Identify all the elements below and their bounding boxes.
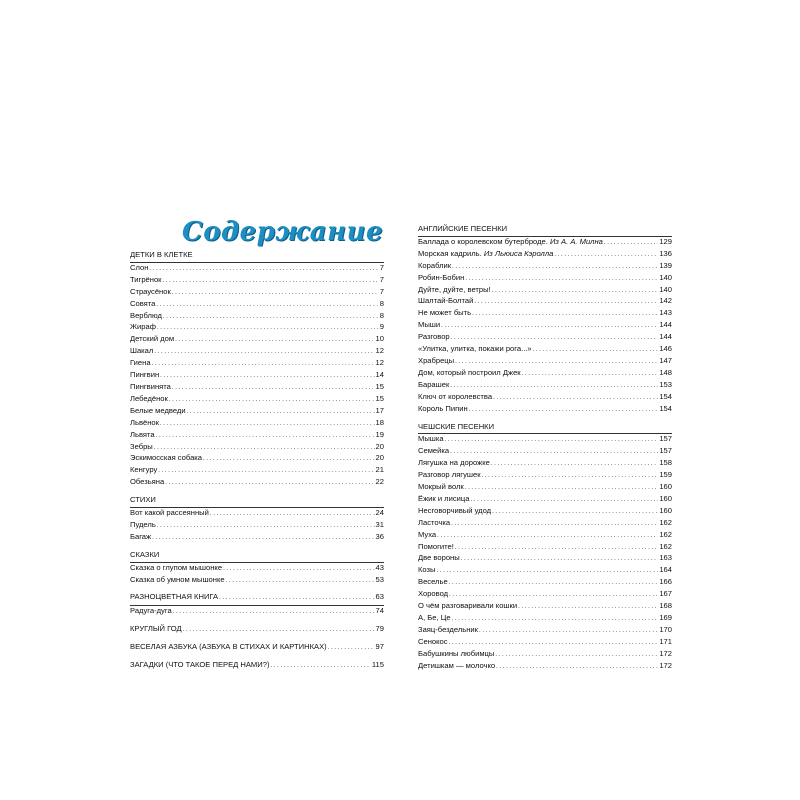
page-number: 36 (375, 531, 384, 541)
toc-entry (418, 613, 672, 625)
dot-leader (604, 237, 658, 249)
page-number: 142 (659, 296, 672, 306)
entry-title: Семейка (418, 446, 450, 456)
entry-title: Морская кадриль. Из Льюиса Кэролла (418, 248, 554, 258)
entry-title: Радуга-дуга (130, 606, 172, 616)
toc-entry (418, 542, 672, 554)
dot-leader (160, 370, 374, 382)
entry-title: Ёжик и лисица (418, 493, 470, 503)
dot-leader (441, 320, 658, 332)
toc-section (130, 660, 384, 672)
toc-entry (418, 518, 672, 530)
toc-entry (130, 358, 384, 370)
entry-title: Разговор (418, 332, 450, 342)
entry-title: Львёнок (130, 417, 159, 427)
dot-leader (461, 553, 659, 565)
toc-entry (130, 334, 384, 346)
page-number: 12 (375, 346, 384, 356)
entry-title: Лебедёнок (130, 393, 168, 403)
section-heading: СТИХИ (130, 495, 156, 505)
page-number: 172 (659, 648, 672, 658)
toc-entry (130, 465, 384, 477)
toc-entry (418, 332, 672, 344)
page-number: 157 (659, 434, 672, 444)
dot-leader (226, 575, 375, 587)
dot-leader (472, 308, 658, 320)
toc-entry (130, 563, 384, 575)
toc-entry (130, 606, 384, 618)
dot-leader (533, 344, 659, 356)
page-number: 31 (375, 519, 384, 529)
toc-section (130, 550, 384, 587)
page-number: 19 (375, 429, 384, 439)
toc-entry (130, 418, 384, 430)
toc-entry (418, 649, 672, 661)
toc-section (418, 422, 672, 673)
page-number: 157 (659, 446, 672, 456)
dot-leader (210, 508, 375, 520)
dot-leader (157, 520, 375, 532)
entry-title: Совята (130, 298, 156, 308)
entry-title: Сказка о глупом мышонке (130, 562, 223, 572)
dot-leader (449, 577, 659, 589)
entry-title: Дуйте, дуйте, ветры! (418, 284, 491, 294)
page-number: 12 (375, 358, 384, 368)
entry-title: Храбрецы (418, 355, 455, 365)
entry-title: Хоровод (418, 589, 449, 599)
dot-leader (328, 642, 375, 654)
dot-leader (203, 453, 375, 465)
toc-entry (418, 565, 672, 577)
toc-entry (130, 394, 384, 406)
page-number: 167 (659, 589, 672, 599)
page-number: 15 (375, 393, 384, 403)
entry-title: О чём разговаривали кошки (418, 601, 518, 611)
page-number: 168 (659, 601, 672, 611)
section-heading: ДЕТКИ В КЛЕТКЕ (130, 250, 193, 259)
page-number: 172 (659, 660, 672, 670)
dot-leader (169, 394, 375, 406)
page-number: 147 (659, 355, 672, 365)
toc-entry (418, 380, 672, 392)
entry-title: Страусёнок (130, 286, 171, 296)
toc-entry (418, 625, 672, 637)
entry-title: Жираф (130, 322, 156, 332)
entry-title: Барашек (418, 379, 450, 389)
page-number: 74 (375, 606, 384, 616)
toc-entry (418, 404, 672, 416)
entry-title: Белые медведи (130, 405, 186, 415)
page-number: 20 (375, 453, 384, 463)
page-number: 97 (375, 642, 384, 652)
dot-leader (172, 287, 379, 299)
dot-leader (492, 506, 658, 518)
page-number: 7 (379, 262, 384, 272)
page-number: 79 (375, 624, 384, 634)
dot-leader (450, 446, 658, 458)
toc-entry (418, 494, 672, 506)
entry-title: А, Бе, Це (418, 613, 451, 622)
toc-entry (418, 470, 672, 482)
toc-entry (130, 532, 384, 544)
toc-entry (418, 296, 672, 308)
dot-leader (270, 660, 370, 672)
toc-entry (130, 263, 384, 275)
toc-entry (418, 482, 672, 494)
page-number: 24 (375, 508, 384, 518)
entry-title: Не может быть (418, 308, 472, 318)
page-number: 139 (659, 260, 672, 270)
toc-entry (418, 308, 672, 320)
entry-title: Король Пипин (418, 403, 468, 413)
page-number: 129 (659, 236, 672, 246)
section-heading: ЧЕШСКИЕ ПЕСЕНКИ (418, 421, 495, 431)
dot-leader (165, 477, 374, 489)
page-number: 160 (659, 505, 672, 515)
entry-title: Мышка (418, 434, 444, 444)
section-heading: АНГЛИЙСКИЕ ПЕСЕНКИ (418, 224, 508, 233)
toc-entry (130, 477, 384, 489)
entry-title: КРУГЛЫЙ ГОД (130, 624, 182, 634)
dot-leader (175, 334, 374, 346)
entry-title: Несговорчивый удод (418, 505, 492, 515)
dot-leader (518, 601, 658, 613)
entry-title: «Улитка, улитка, покажи рога...» (418, 344, 532, 354)
page-number: 171 (659, 636, 672, 646)
dot-leader (152, 358, 375, 370)
toc-entry (130, 299, 384, 311)
page-number: 136 (659, 248, 672, 258)
dot-leader (156, 299, 378, 311)
dot-leader (173, 606, 375, 618)
entry-title: Верблюд (130, 310, 162, 320)
dot-leader (470, 494, 658, 506)
toc-entry (418, 261, 672, 273)
entry-title: Обезьяна (130, 477, 165, 487)
dot-leader (154, 346, 374, 358)
dot-leader (219, 592, 374, 604)
toc-entry (418, 601, 672, 613)
entry-title: Зебры (130, 441, 153, 451)
entry-title: Сказка об умном мышонке (130, 574, 225, 584)
entry-title: Шакал (130, 346, 154, 356)
entry-title: Лягушка на дорожке (418, 458, 490, 468)
page-number: 158 (659, 458, 672, 468)
toc-entry (130, 520, 384, 532)
dot-leader (149, 263, 378, 275)
entry-title: Пингвин (130, 370, 160, 380)
page-number: 7 (379, 274, 384, 284)
dot-leader (474, 296, 658, 308)
dot-leader (451, 518, 658, 530)
entry-title: Эскимосская собака (130, 453, 203, 463)
toc-entry (418, 637, 672, 649)
entry-author: Из А. А. Милна (549, 236, 603, 246)
entry-title: Багаж (130, 531, 152, 541)
entry-title: Пудель (130, 519, 156, 529)
page-number: 162 (659, 517, 672, 527)
page-number: 166 (659, 577, 672, 587)
toc-entry (130, 575, 384, 587)
page-number: 115 (371, 660, 384, 670)
toc-entry (418, 237, 672, 249)
entry-title: Веселье (418, 577, 448, 587)
entry-title: Пингвинята (130, 381, 171, 391)
dot-leader (157, 322, 379, 334)
dot-leader (465, 482, 659, 494)
dot-leader (491, 458, 658, 470)
entry-title: Козы (418, 565, 436, 575)
dot-leader (554, 249, 658, 261)
entry-title: ЗАГАДКИ (ЧТО ТАКОЕ ПЕРЕД НАМИ?) (130, 660, 270, 670)
page-number: 143 (659, 308, 672, 318)
dot-leader (492, 285, 659, 297)
section-heading (130, 624, 384, 636)
section-heading: СКАЗКИ (130, 549, 160, 559)
toc-entry (418, 368, 672, 380)
toc-entry (418, 506, 672, 518)
entry-title: Мокрый волк (418, 482, 464, 492)
entry-title: Разговор лягушек (418, 470, 481, 480)
dot-leader (482, 470, 659, 482)
section-heading (130, 660, 384, 672)
page-number: 164 (659, 565, 672, 575)
toc-entry (130, 430, 384, 442)
toc-entry (418, 273, 672, 285)
toc-entry (418, 285, 672, 297)
dot-leader (495, 649, 658, 661)
dot-leader (452, 261, 658, 273)
page-number: 9 (379, 322, 384, 332)
toc-entry (418, 553, 672, 565)
page-number: 53 (375, 574, 384, 584)
page-number: 140 (659, 272, 672, 282)
page-number: 148 (659, 367, 672, 377)
toc-entry (130, 346, 384, 358)
toc-entry (130, 287, 384, 299)
toc-entry (130, 406, 384, 418)
page-number: 10 (375, 334, 384, 344)
entry-title: Тигрёнок (130, 274, 162, 284)
page-number: 140 (659, 284, 672, 294)
entry-title: Дом, который построил Джек (418, 367, 521, 377)
toc-section (130, 592, 384, 618)
entry-title: Шалтай-Болтай (418, 296, 474, 306)
entry-title: Ласточка (418, 517, 451, 527)
toc-entry (130, 311, 384, 323)
toc-section (130, 250, 384, 489)
entry-title: Детский дом (130, 334, 175, 344)
dot-leader (450, 380, 658, 392)
dot-leader (223, 563, 374, 575)
toc-section (130, 495, 384, 544)
entry-title: Гиена (130, 358, 151, 368)
dot-leader (465, 273, 658, 285)
page-number: 18 (375, 417, 384, 427)
entry-title: Робин-Бобин (418, 272, 465, 282)
page-number: 170 (659, 624, 672, 634)
toc-entry (418, 661, 672, 673)
dot-leader (183, 624, 375, 636)
dot-leader (452, 613, 659, 625)
page-number: 15 (375, 381, 384, 391)
dot-leader (156, 430, 375, 442)
dot-leader (449, 637, 659, 649)
entry-title: Мыши (418, 320, 441, 330)
dot-leader (496, 661, 658, 673)
page-number: 154 (659, 403, 672, 413)
dot-leader (437, 565, 659, 577)
entry-title: Кораблик (418, 260, 452, 270)
entry-title: РАЗНОЦВЕТНАЯ КНИГА (130, 592, 219, 602)
entry-title: Детишкам — молочко (418, 660, 496, 670)
toc-section (418, 224, 672, 416)
entry-title: Слон (130, 262, 149, 272)
page-number: 144 (659, 320, 672, 330)
page-number: 169 (659, 613, 672, 622)
toc-entry (130, 322, 384, 334)
dot-leader (455, 542, 658, 554)
dot-leader (163, 311, 379, 323)
entry-title: Львята (130, 429, 155, 439)
page-number: 159 (659, 470, 672, 480)
dot-leader (187, 406, 375, 418)
dot-leader (172, 382, 375, 394)
entry-title: Помогите! (418, 541, 454, 551)
toc-entry (418, 446, 672, 458)
toc-entry (130, 508, 384, 520)
toc-entry (418, 434, 672, 446)
toc-entry (418, 249, 672, 261)
toc-entry (130, 275, 384, 287)
page-number: 8 (379, 310, 384, 320)
toc-entry (418, 344, 672, 356)
page-number: 163 (659, 553, 672, 563)
entry-title: Сенокос (418, 636, 448, 646)
page-number: 22 (375, 477, 384, 487)
entry-title: Ключ от королевства (418, 391, 493, 401)
page-number: 14 (375, 370, 384, 380)
dot-leader (152, 532, 374, 544)
entry-title: Баллада о королевском бутерброде. Из А. А. Милна (418, 236, 603, 246)
dot-leader (449, 589, 658, 601)
toc-entry (418, 530, 672, 542)
entry-author: Из Льюиса Кэролла (483, 248, 554, 258)
toc-entry (418, 589, 672, 601)
page-number: 162 (659, 529, 672, 539)
entry-title: Кенгуру (130, 465, 158, 475)
dot-leader (469, 404, 659, 416)
dot-leader (163, 275, 379, 287)
toc-entry (130, 453, 384, 465)
toc-left-column (130, 250, 384, 672)
dot-leader (451, 332, 659, 344)
dot-leader (154, 442, 375, 454)
page-number: 162 (659, 541, 672, 551)
page-number: 63 (375, 592, 384, 602)
dot-leader (493, 392, 658, 404)
page-number: 8 (379, 298, 384, 308)
toc-entry (418, 458, 672, 470)
page-number: 154 (659, 391, 672, 401)
toc-entry (130, 442, 384, 454)
entry-title: Муха (418, 529, 437, 539)
toc-entry (418, 356, 672, 368)
page-number: 160 (659, 482, 672, 492)
entry-title: Бабушкины любимцы (418, 648, 495, 658)
page-number: 160 (659, 493, 672, 503)
toc-entry (418, 320, 672, 332)
page-number: 7 (379, 286, 384, 296)
page-number: 144 (659, 332, 672, 342)
dot-leader (160, 418, 375, 430)
dot-leader (479, 625, 658, 637)
page-title: Содержание (182, 217, 384, 247)
entry-title: Две вороны (418, 553, 460, 563)
toc-entry (418, 577, 672, 589)
dot-leader (437, 530, 658, 542)
page-number: 17 (375, 405, 384, 415)
page-number: 43 (375, 562, 384, 572)
page-number: 20 (375, 441, 384, 451)
section-heading (130, 642, 384, 654)
dot-leader (445, 434, 659, 446)
toc-entry (130, 382, 384, 394)
entry-title: Заяц-бездельник (418, 624, 478, 634)
dot-leader (522, 368, 659, 380)
section-heading (130, 592, 384, 604)
toc-section (130, 642, 384, 654)
page-number: 153 (659, 379, 672, 389)
toc-right-column (418, 224, 672, 673)
dot-leader (455, 356, 658, 368)
entry-title: Вот какой рассеянный (130, 508, 209, 518)
toc-section (130, 624, 384, 636)
toc-entry (418, 392, 672, 404)
entry-title: ВЕСЕЛАЯ АЗБУКА (АЗБУКА В СТИХАХ И КАРТИНКАХ) (130, 642, 327, 652)
page-number: 146 (659, 344, 672, 354)
dot-leader (158, 465, 374, 477)
page-number: 21 (375, 465, 384, 475)
toc-entry (130, 370, 384, 382)
